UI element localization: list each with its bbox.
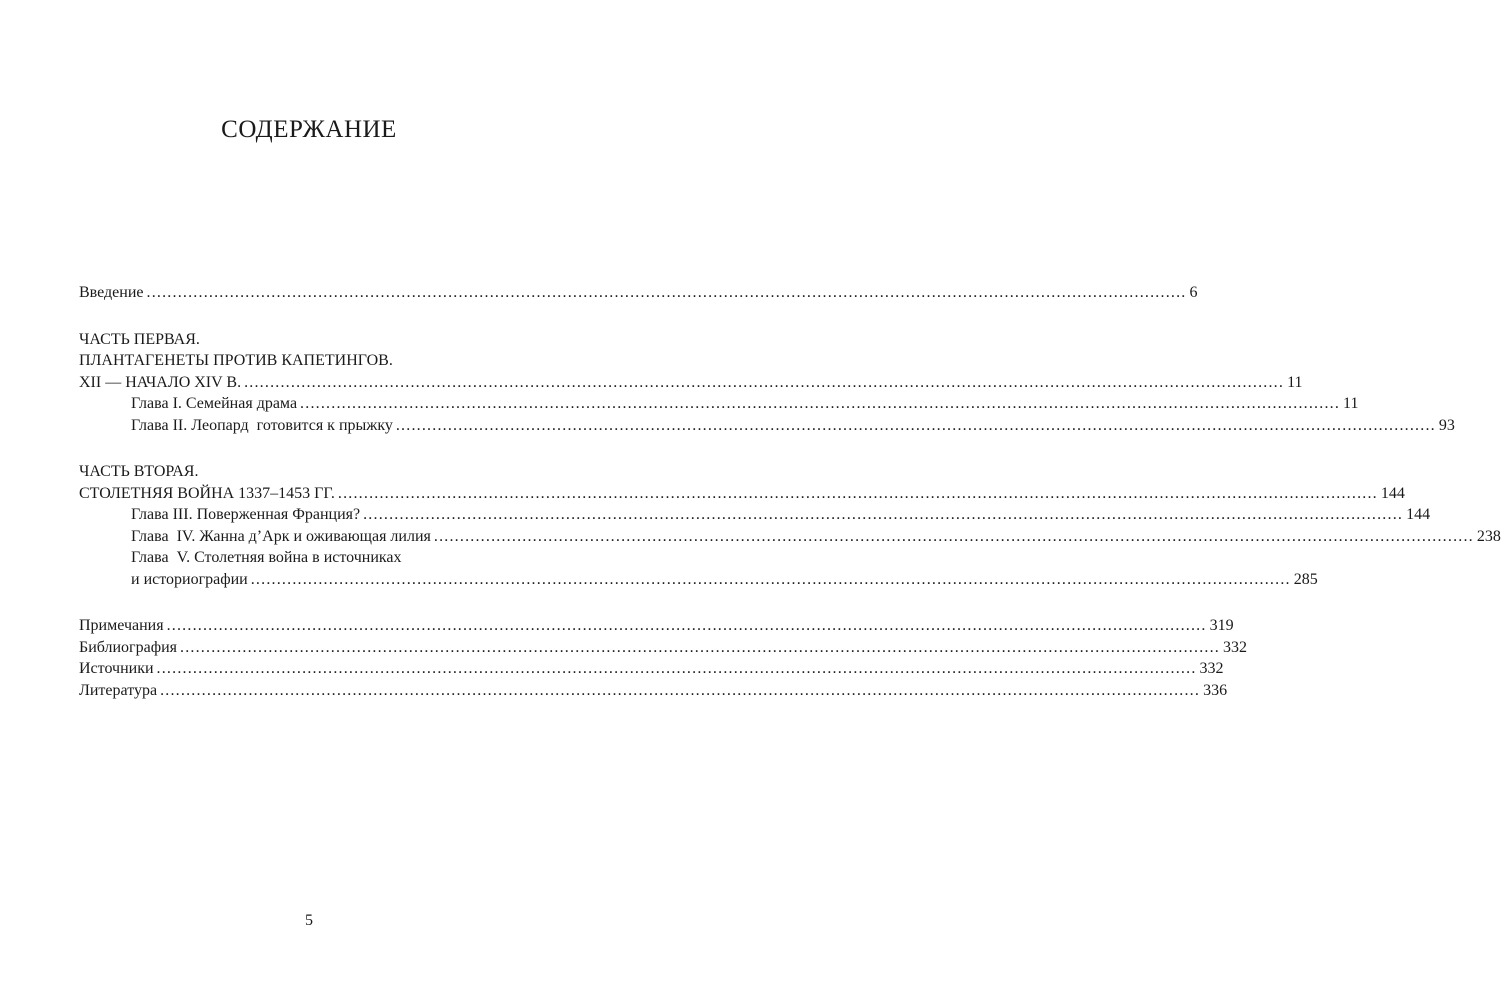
toc-entry-page: 332 [1199,660,1224,677]
toc-entry-intro [79,282,1198,304]
toc-entry-chapter-3 [79,504,1431,526]
toc-entry-label: Глава IV. Жанна д’Арк и оживающая лилия [131,527,431,545]
part1-heading-line2: ПЛАНТАГЕНЕТЫ ПРОТИВ КАПЕТИНГОВ. [79,352,393,369]
toc-entry-part1 [79,372,1303,394]
toc-entry-chapter-1 [79,393,1359,415]
toc-entry-chapter-2 [79,415,1455,437]
toc-entry-literature [79,680,1228,702]
toc-entry-chapter-5-line1 [79,547,527,569]
toc-entry-page: 11 [1343,395,1359,412]
toc-entry-page: 93 [1438,416,1455,434]
toc-entry-label: Введение [79,284,144,301]
toc-entry-label: Глава V. Столетняя война в источниках [131,549,402,566]
toc-entry-page: 238 [1476,527,1501,545]
dot-leader: ........................................................................................................................................................................................................ [156,660,1197,677]
toc-entry-page: 285 [1293,570,1318,588]
dot-leader: ........................................................................................................................................................................................................ [395,416,1436,434]
page-title: СОДЕРЖАНИЕ [221,116,397,143]
toc-entry-label: и историографии [131,570,248,588]
dot-leader: ........................................................................................................................................................................................................ [250,570,1291,588]
toc-entry-label: Примечания [79,617,164,634]
page-number: 5 [305,912,313,929]
toc-entry-page: 144 [1380,484,1405,502]
toc-entry-label: Глава I. Семейная драма [131,395,298,412]
toc-entry-label: Глава III. Поверженная Франция? [131,506,361,523]
toc-entry-notes [79,615,1234,637]
toc-entry-page: 11 [1287,373,1303,391]
toc-entry-page: 144 [1406,506,1431,523]
dot-leader: ........................................................................................................................................................................................................ [433,527,1474,545]
dot-leader: ........................................................................................................................................................................................................ [363,506,1404,523]
part1-heading-line3: XII — НАЧАЛО XIV В. [79,373,242,391]
part2-heading-line1: ЧАСТЬ ВТОРАЯ. [79,463,199,480]
toc-entry-page: 6 [1189,284,1198,301]
dot-leader: ........................................................................................................................................................................................................ [180,638,1220,656]
dot-leader: ........................................................................................................................................................................................................ [337,484,1378,502]
toc-entry-label: Глава II. Леопард готовится к прыжку [131,416,393,434]
dot-leader: ........................................................................................................................................................................................................ [244,373,1285,391]
toc-entry-label: Источники [79,660,154,677]
toc-entry-page: 332 [1223,638,1247,656]
toc-entry-label: Библиография [79,638,177,656]
part2-heading-line2: СТОЛЕТНЯЯ ВОЙНА 1337–1453 ГГ. [79,484,335,502]
toc-entry-bibliography [79,637,1247,659]
dot-leader: ........................................................................................................................................................................................................ [166,617,1207,634]
dot-leader: ........................................................................................................................................................................................................ [146,284,1187,301]
toc-entry-part2 [79,483,1405,505]
toc-entry-page: 336 [1203,681,1228,699]
toc-entry-sources [79,658,1224,680]
toc-entry-chapter-5-line2 [79,569,1318,591]
table-of-contents [79,282,1501,701]
dot-leader: ........................................................................................................................................................................................................ [160,681,1201,699]
dot-leader: ........................................................................................................................................................................................................ [300,395,1341,412]
toc-entry-chapter-4 [79,526,1501,548]
part1-heading-line1: ЧАСТЬ ПЕРВАЯ. [79,330,200,348]
toc-entry-label: Литература [79,681,158,699]
toc-entry-page: 319 [1209,617,1234,634]
